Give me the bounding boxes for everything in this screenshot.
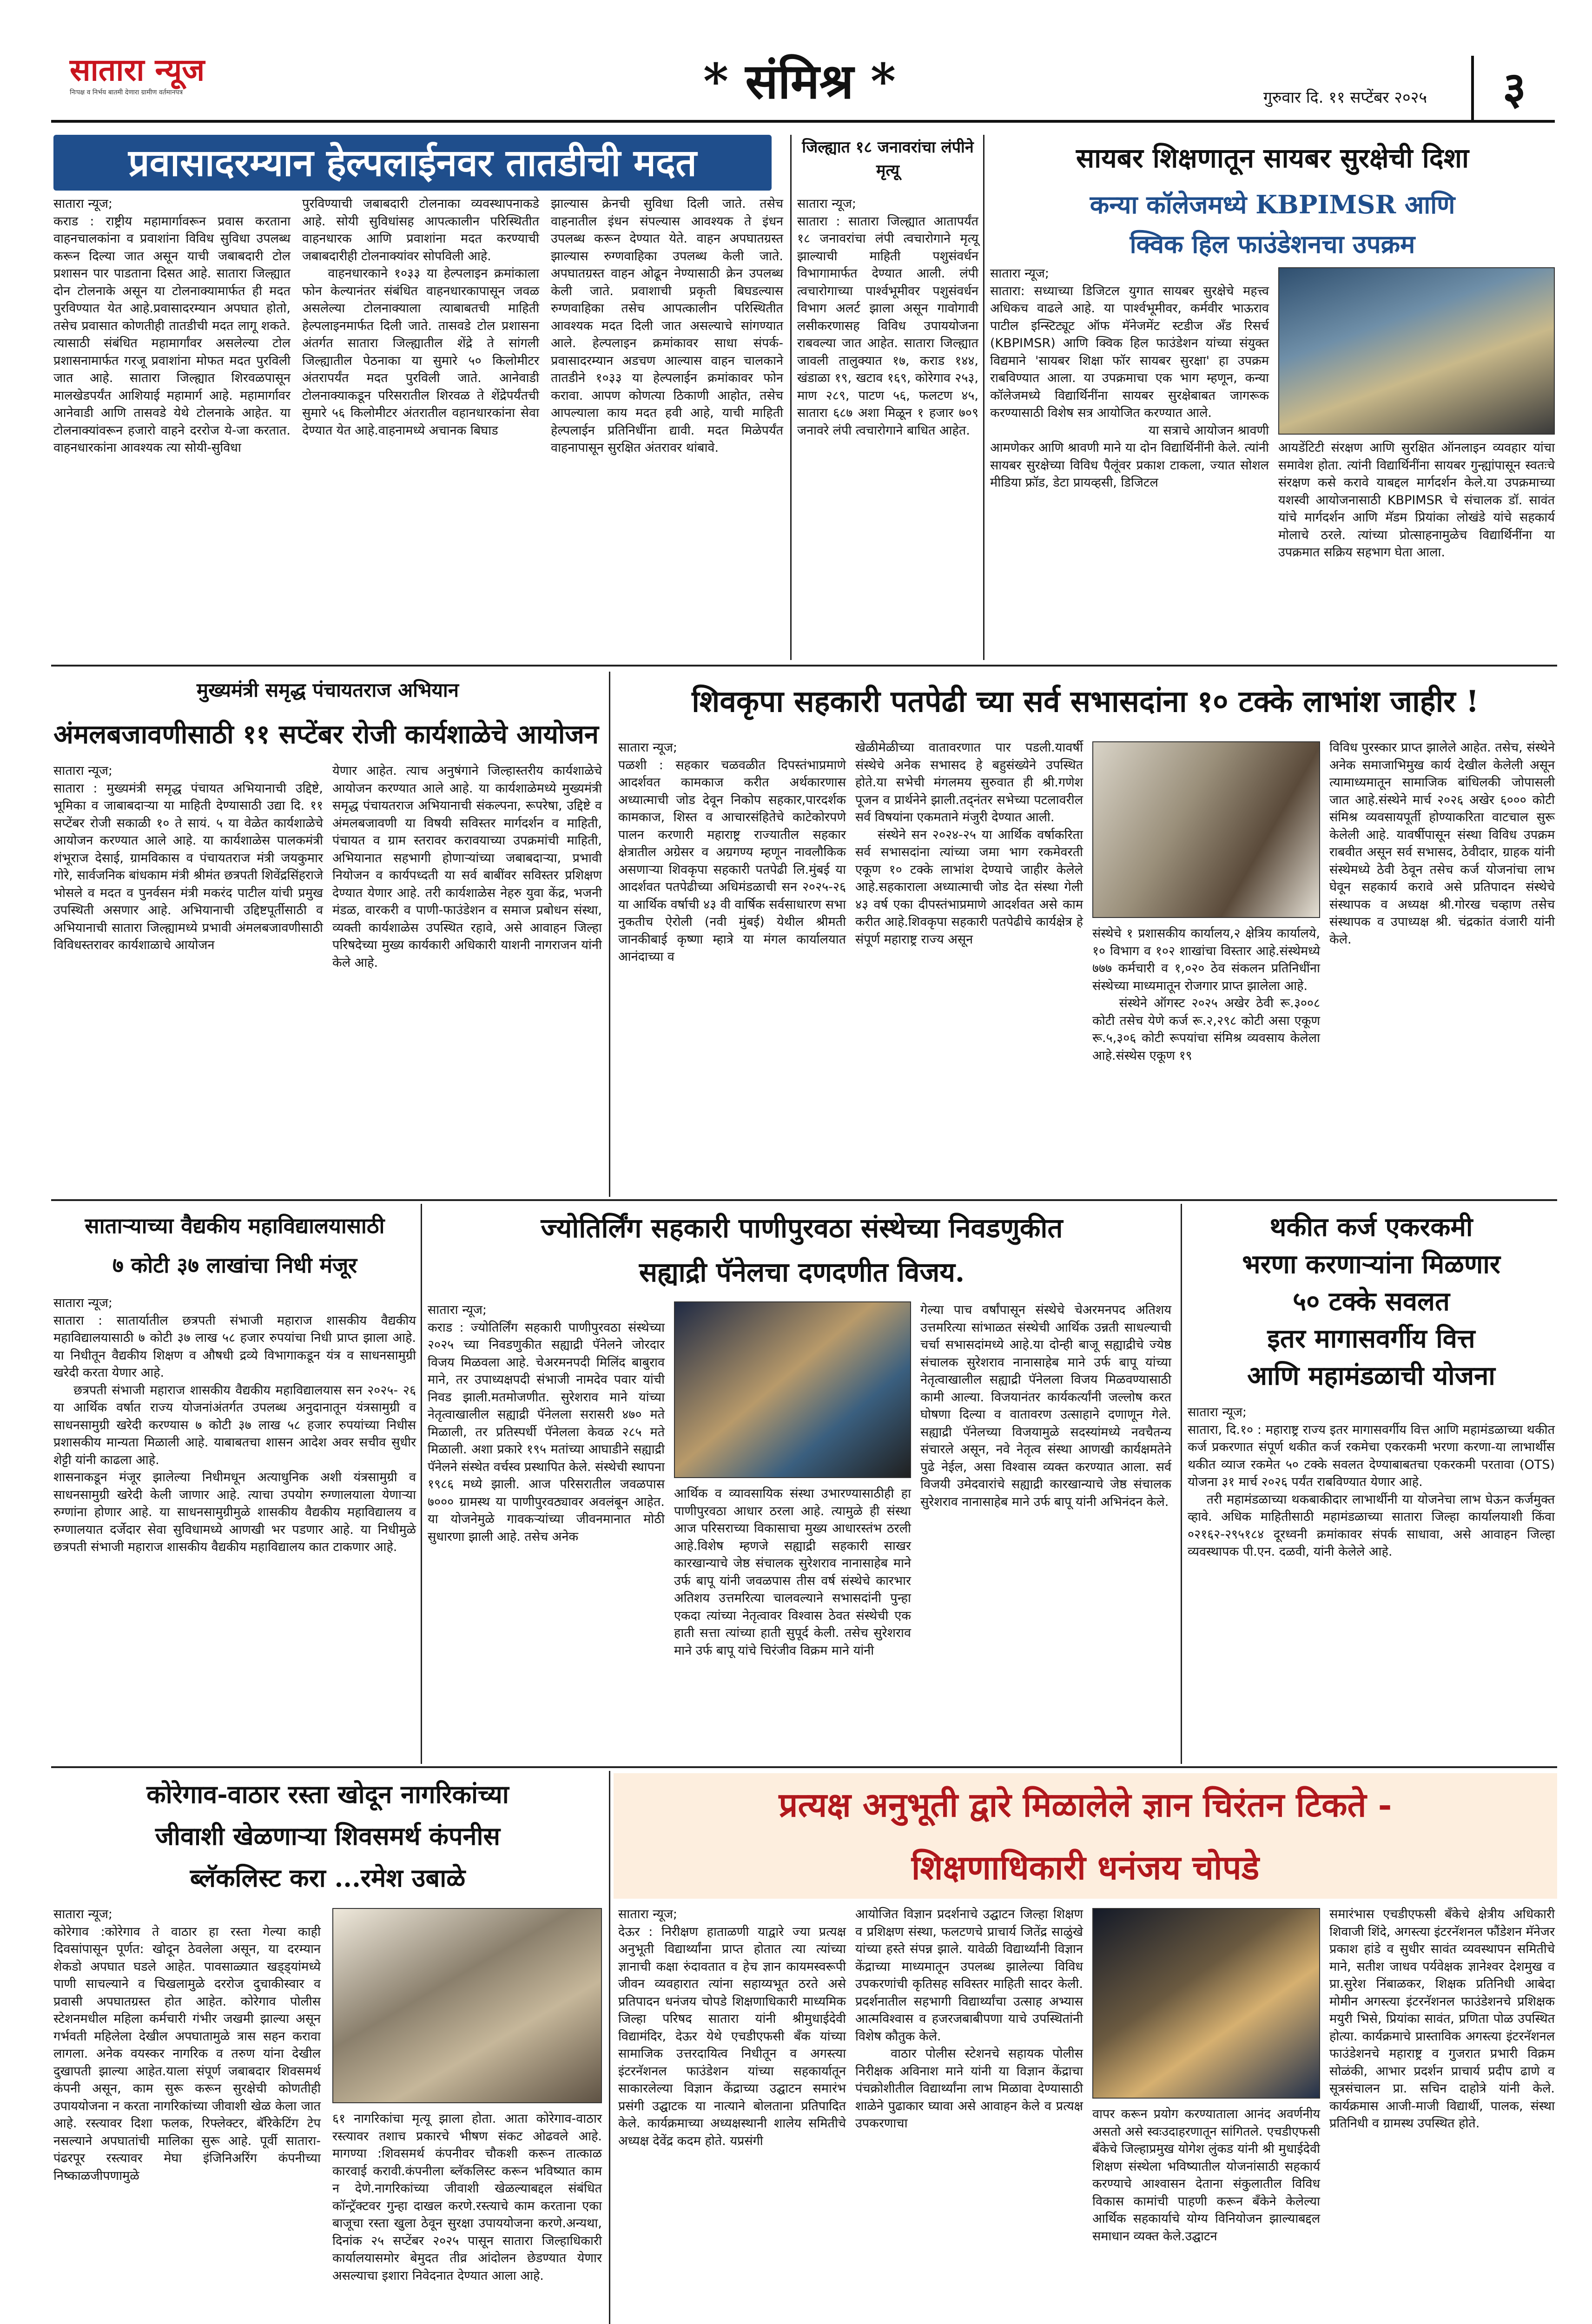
art10-col4: समारंभास एचडीएफसी बँकेचे क्षेत्रीय अधिकारी शिवाजी शिंदे, अगस्त्या इंटरनॅशनल फौंडेशन मॅनेजर प्रकाश हांडे व सुधीर सावंत व्यवस्थापन समितीचे माने, सतीश जाधव पर्यवेक्षक ज्ञानेश्वर देशमुख व प्रा.सुरेश निंबाळकर, शिक्षक प्रतिनिधी आबेदा मोमीन अगस्त्या इंटरनॅशनल फाउंडेशनचे प्रशिक्षक मयुरी भिसे, प्रियांका सावंत, प्रणिता पोळ उपस्थित होत्या. कार्यक्रमाचे प्रास्ताविक अगस्त्या इंटरनॅशनल फाउंडेशनचे महाराष्ट्र व गुजरात प्रभारी विक्रम सोळंकी, आभार प्रदर्शन प्राचार्य प्रदीप ढाणे व सूत्रसंचालन प्रा. सचिन दाहोत्रे यांनी केले. कार्यक्रमास आजी-माजी विद्यार्थी, पालक, संस्था प्रतिनिधी व ग्रामस्थ उपस्थित होते. xyxy=(1329,1907,1559,2131)
column-rule xyxy=(421,1204,422,1764)
art5-photo-meeting xyxy=(1092,741,1320,918)
art5-caption: संस्थेचे १ प्रशासकीय कार्यालय,२ क्षेत्रिय कार्यालये, १० विभाग व १०२ शाखांचा विस्तार आहे.संस्थेमध्ये ७७७ कर्मचारी व १,०२० ठेव संकलन प्रतिनिधींना संस्थेच्या माध्यमातून रोजगार प्राप्त झालेला आहे. संस्थेने ऑगस्ट २०२५ अखेर ठेवी रू.३००८ कोटी तसेच येणे कर्ज रू.२,२९८ कोटी असा एकूण रू.५,३०६ कोटी रूपयांचा संमिश्र व्यवसाय केलेला आहे.संस्थेस एकूण १९ xyxy=(1092,926,1320,1063)
art3-col2: आयडेंटिटी संरक्षण आणि सुरक्षित ऑनलाइन व्यवहार यांचा समावेश होता. त्यांनी विद्यार्थिनींना सायबर गुन्ह्यांपासून स्वतःचे संरक्षण कसे करावे याबद्दल मार्गदर्शन केले.या उपक्रमाच्या यशस्वी आयोजनासाठी KBPIMSR चे संचालक डॉ. सावंत यांचे मार्गदर्शन आणि मॅडम प्रियांका लोखंडे यांचे सहकार्य मोलाचे ठरले. त्यांच्या प्रोत्साहनामुळेच विद्यार्थिनींना या उपक्रमात सक्रिय सहभाग घेता आला. xyxy=(1278,441,1559,560)
art9-headline-3: ब्लॅकलिस्ट करा ...रमेश उबाळे xyxy=(190,1863,466,1893)
section-divider xyxy=(51,1199,1557,1201)
art7-headline-2: सह्याद्री पॅनेलचा दणदणीत विजय. xyxy=(639,1256,965,1288)
art7-headline-1: ज्योतिर्लिंग सहकारी पाणीपुरवठा संस्थेच्या निवडणुकीत xyxy=(541,1212,1063,1244)
art9-col1: सातारा न्यूज; कोरेगाव :कोरेगाव ते वाठार हा रस्ता गेल्या काही दिवसांपासून पूर्णत: खोदून ठेवलेला असून, या दरम्यान शेकडो अपघात घडले आहेत. पावसाळ्यात खड्ड्यांमध्ये पाणी साचल्याने व चिखलामुळे दररोज दुचाकीस्वार व प्रवासी अपघातग्रस्त होत आहेत. कोरेगाव पोलीस स्टेशनमधील महिला कर्मचारी गंभीर जखमी झाल्या असून गर्भवती महिलेला देखील अपघातामुळे त्रास सहन करावा लागला. अनेक वयस्कर नागरिक व तरुण यांना देखील दुखापती झाल्या आहेत.याला संपूर्ण जबाबदार शिवसमर्थ कंपनी असून, काम सुरू करून सुरक्षेची कोणतीही उपाययोजना न करता नागरिकांच्या जीवाशी खेळ केला जात आहे. रस्त्यावर दिशा फलक, रिफ्लेक्टर, बॅरिकेटिंग टेप नसल्याने अपघातांची मालिका सुरू आहे. पूर्वी सातारा-पंढरपूर रस्त्यावर मेघा इंजिनिअरिंग कंपनीच्या निष्काळजीपणामुळे xyxy=(53,1907,321,2183)
column-rule xyxy=(790,135,792,660)
art2-body: सातारा न्यूज; सातारा : सातारा जिल्ह्यात आतापर्यंत १८ जनावरांचा लंपी त्वचारोगाने मृत्यू झाल्याची माहिती पशुसंवर्धन विभागामार्फत देण्यात आली. लंपी त्वचारोगाच्या पार्श्वभूमीवर पशुसंवर्धन विभाग अलर्ट झाला असून गावोगावी लसीकरणासह विविध उपाययोजना राबवल्या जात आहेत. सातारा जिल्ह्यात जावली तालुक्यात १७, कराड १४४, खंडाळा १९, खटाव १६९, कोरेगाव २५३, माण २८९, पाटण ५६, फलटण ४५, सातारा ६८७ अशा मिळून १ हजार ७०९ जनावरे लंपी त्वचारोगाने बाधित आहेत. xyxy=(797,197,978,438)
art3-photo-classroom xyxy=(1278,267,1555,435)
section-divider xyxy=(51,665,1557,667)
art8-headline-3: ५० टक्के सवलत xyxy=(1293,1286,1450,1317)
art6-headline-1: साताऱ्याच्या वैद्यकीय महाविद्यालयासाठी xyxy=(85,1213,385,1238)
art1-col1: सातारा न्यूज; कराड : राष्ट्रीय महामार्गावरून प्रवास करताना वाहनचालकांना व प्रवाशांना विविध सुविधा उपलब्ध करून दिल्या जात असून याची जबाबदारी टोल प्रशासन पार पाडताना दिसत आहे. सातारा जिल्ह्यात दोन टोलनाके असून या टोलनाक्यामार्फत ही मदत पुरविण्यात येत आहे.प्रवासादरम्यान अपघात होतो, तसेच प्रवासात कोणतीही तातडीची मदत लागू शकते. त्यासाठी संबंधित महामार्गांवर असलेल्या टोल प्रशासनामार्फत गरजू प्रवाशांना मोफत मदत पुरविली जात आहे. सातारा जिल्ह्यात शिरवळपासून मालखेडपर्यंत आशियाई महामार्ग आहे. महामार्गावर आनेवाडी आणि तासवडे येथे टोलनाके आहेत. या टोलनाक्यांवरून हजारो वाहने दररोज ये-जा करतात. वाहनधारकांना आवश्यक त्या सोयी-सुविधा xyxy=(53,197,291,455)
art5-col4: विविध पुरस्कार प्राप्त झालेले आहेत. तसेच, संस्थेने अनेक समाजाभिमुख कार्य देखील केलेली असून त्यामाध्यमातून सामाजिक बांधिलकी जोपासली जात आहे.संस्थेने मार्च २०२६ अखेर ६००० कोटी संमिश्र व्यवसायपूर्ती होण्याकरिता वाटचाल सुरू केलेली आहे. यावर्षीपासून संस्था विविध उपक्रम राबवीत असून सर्व सभासद, ठेवीदार, ग्राहक यांनी संस्थेमध्ये ठेवी ठेवून तसेच कर्ज योजनांचा लाभ घेवून सहकार्य करावे असे प्रतिपादन संस्थेचे संस्थापक व अध्यक्ष श्री.गोरख चव्हाण तसेच संस्थापक व उपाध्यक्ष श्री. चंद्रकांत वंजारी यांनी केले. xyxy=(1329,740,1559,947)
newspaper-logo xyxy=(70,51,237,112)
column-rule xyxy=(609,672,610,1197)
page-number: ३ xyxy=(1471,56,1555,121)
art8-headline-5: आणि महामंडळाची योजना xyxy=(1247,1360,1495,1391)
art9-photo-memorandum xyxy=(332,1908,602,2103)
art5-headline: शिवकृपा सहकारी पतपेढी च्या सर्व सभासदांना १० टक्के लाभांश जाहीर ! xyxy=(692,684,1479,719)
art7-col1: सातारा न्यूज; कराड : ज्योतिर्लिंग सहकारी पाणीपुरवठा संस्थेच्या २०२५ च्या निवडणुकीत सह्याद्री पॅनेलने जोरदार विजय मिळवला आहे. चेअरमनपदी मिलिंद बाबुराव माने, तर उपाध्यक्षपदी संभाजी नामदेव पवार यांची निवड झाली.मतमोजणीत. सुरेशराव माने यांच्या नेतृत्वाखालील सह्याद्री पॅनेलला सरासरी ४७० मते मिळाली, तर प्रतिस्पर्धी पॅनेलला केवळ २८५ मते मिळाली. अशा प्रकारे १९५ मतांच्या आघाडीने सह्याद्री पॅनेलने संस्थेत वर्चस्व प्रस्थापित केले. संस्थेची स्थापना १९८६ मध्ये झाली. आज परिसरातील जवळपास ७००० ग्रामस्थ या पाणीपुरवठ्यावर अवलंबून आहेत. या योजनेमुळे गावकऱ्यांच्या जीवनमानात मोठी सुधारणा झाली आहे. तसेच अनेक xyxy=(428,1303,665,1544)
section-divider xyxy=(51,1766,1557,1768)
art9-col2: ६१ नागरिकांचा मृत्यू झाला होता. आता कोरेगाव-वाठार रस्त्यावर तशाच प्रकारचे भीषण संकट ओढवले आहे. मागण्या :शिवसमर्थ कंपनीवर चौकशी करून तात्काळ कारवाई करावी.कंपनीला ब्लॅकलिस्ट करून भविष्यात काम न देणे.नागरिकांच्या जीवाशी खेळल्याबद्दल संबंधित कॉन्ट्रॅक्टवर गुन्हा दाखल करणे.रस्त्याचे काम करताना एका बाजूचा रस्ता खुला ठेवून सुरक्षा उपाययोजना करणे.अन्यथा, दिनांक २५ सप्टेंबर २०२५ पासून सातारा जिल्हाधिकारी कार्यालयासमोर बेमुदत तीव्र आंदोलन छेडण्यात येणार असल्याचा इशारा निवेदनात देण्यात आला आहे. xyxy=(332,2112,606,2283)
art3-subheadline-2: क्विक हिल फाउंडेशनचा उपक्रम xyxy=(1130,229,1415,259)
art10-caption: वापर करून प्रयोग करण्याताला आनंद अवर्णनीय असतो असे स्वःउदाहरणातून सांगितले. एचडीएफसी बँकेचे जिल्हाप्रमुख योगेश लुंकड यांनी श्री मुधाईदेवी शिक्षण संस्थेला भविष्यातील योजनांसाठी सहकार्य करण्याचे आश्वासन देताना संकुलातील विविध विकास कामांची पाहणी करून बँकेने केलेल्या आर्थिक सहकार्याचे योग्य विनियोजन झाल्याबद्दल समाधान व्यक्त केले.उद्घाटन xyxy=(1092,2107,1324,2244)
dateline: गुरुवार दि. ११ सप्टेंबर २०२५ xyxy=(1263,88,1427,107)
art8-headline-1: थकीत कर्ज एकरकमी xyxy=(1269,1212,1473,1242)
art9-headline-2: जीवाशी खेळणाऱ्या शिवसमर्थ कंपनीस xyxy=(155,1821,501,1851)
art10-col2: आयोजित विज्ञान प्रदर्शनाचे उद्घाटन जिल्हा शिक्षण व प्रशिक्षण संस्था, फलटणचे प्राचार्य जितेंद्र साळुंखे यांच्या हस्ते संपन्न झाले. यावेळी विद्यार्थ्यांनी विज्ञान केंद्राच्या माध्यमातून उपलब्ध झालेल्या विविध उपकरणांची कृतिसह सविस्तर माहिती सादर केली. प्रदर्शनातील सहभागी विद्यार्थ्यांचा उत्साह अभ्यास आत्मविश्वास व हजरजबाबीपणा याचे उपस्थितांनी विशेष कौतुक केले. वाठार पोलीस स्टेशनचे सहायक पोलीस निरीक्षक अविनाश माने यांनी या विज्ञान केंद्राचा पंचक्रोशीतील विद्यार्थ्यांना लाभ मिळावा देण्यासाठी शाळेने पुढाकार घ्यावा असे आवाहन केले व प्रत्यक्ष उपकरणाचा xyxy=(855,1907,1083,2131)
section-title: * संमिश्र * xyxy=(703,53,896,110)
art4-col2: येणार आहेत. त्याच अनुषंगाने जिल्हास्तरीय कार्यशाळेचे आयोजन करण्यात आले आहे. या कार्यशाळेमध्ये मुख्यमंत्री समृद्ध पंचायतराज अभियानाची संकल्पना, रूपरेषा, उद्दिष्टे व अंमलबजावणी या विषयी सविस्तर मार्गदर्शन व माहिती, पंचायत व ग्राम स्तरावर करावयाच्या उपक्रमांची माहिती, अभियानात सहभागी होणाऱ्यांच्या जबाबदाऱ्या, प्रभावी नियोजन व कार्यपध्दती या सर्व बाबींवर सविस्तर प्रशिक्षण देण्यात येणार आहे. तरी कार्यशाळेस नेहरु युवा केंद्र, भजनी मंडळ, वारकरी व पाणी-फाउंडेशन व समाज प्रबोधन संस्था, व्यक्ती कार्यशाळेस उपस्थित रहावे, असे आवाहन जिल्हा परिषदेच्या मुख्य कार्यकारी अधिकारी याशनी नागराजन यांनी केले आहे. xyxy=(332,764,606,970)
art4-col1: सातारा न्यूज; सातारा : मुख्यमंत्री समृद्ध पंचायत अभियानाची उद्दिष्टे, भूमिका व जाबाबदाऱ्या या माहिती देण्यासाठी उद्या दि. ११ सप्टेंबर रोजी सकाळी १० ते सायं. ५ या वेळेत कार्यशाळेचे आयोजन करण्यात आले आहे. या कार्यशाळेस पालकमंत्री शंभूराज देसाई, ग्रामविकास व पंचायतराज मंत्री जयकुमार गोरे, सार्वजनिक बांधकाम मंत्री श्रीमंत छत्रपती शिवेंद्रसिंहराजे भोसले व मदत व पुनर्वसन मंत्री मकरंद पाटील यांची प्रमुख उपस्थिती असणार आहे. अभियानाची उद्दिष्टपूर्तीसाठी व अभियानाची सातारा जिल्ह्यामध्ये प्रभावी अंमलबजावणीसाठी विविधस्तरावर कार्यशाळाचे आयोजन xyxy=(53,764,323,952)
art5-col2: खेळीमेळीच्या वातावरणात पार पडली.यावर्षी संस्थेचे अनेक सभासद हे बहुसंख्येने उपस्थित होते.या सभेची मंगलमय सुरुवात ही श्री.गणेश पूजन व प्रार्थनेने झाली.तद्नंतर सभेच्या पटलावरील सर्व विषयांना एकमताने मंजुरी देण्यात आली. संस्थेने सन २०२४-२५ या आर्थिक वर्षाकरिता सर्व सभासदांना त्यांच्या जमा भाग रकमेवरती एकूण १० टक्के लाभांश देण्याचे जाहीर केलेले आहे.सहकाराला अध्यात्माची जोड देत संस्था गेली ४३ वर्ष एका दीपस्तंभाप्रमाणे आदर्शवत असे काम करीत आहे.शिवकृपा सहकारी पतपेढीचे कार्यक्षेत्र हे संपूर्ण महाराष्ट्र राज्य असून xyxy=(855,740,1083,947)
art1-col2: पुरविण्याची जबाबदारी टोलनाका व्यवस्थापनाकडे आहे. सोयी सुविधांसह आपत्कालीन परिस्थितीत वाहनधारक आणि प्रवाशांना मदत करण्याची जबाबदारीही टोलनाक्यांवर सोपविली आहे. वाहनधारकाने १०३३ या हेल्पलाइन क्रमांकाला फोन केल्यानंतर संबंधित वाहनधारकापासून जवळ असलेल्या टोलनाक्याला त्याबाबतची माहिती हेल्पलाइनमार्फत दिली जाते. तासवडे टोल प्रशासना अंतर्गत सातारा जिल्ह्यातील शेंद्रे ते सांगली जिल्ह्यातील पेठनाका या सुमारे ५० किलोमीटर अंतरापर्यंत मदत पुरविली जाते. आनेवाडी टोलनाक्याकडून परिसरातील शिरवळ ते शेंद्रेपर्यंतची सुमारे ५६ किलोमीटर अंतरातील वहानधारकांना सेवा देण्यात येत आहे.वाहनामध्ये अचानक बिघाड xyxy=(302,197,539,438)
art8-headline-4: इतर मागासवर्गीय वित्त xyxy=(1267,1323,1475,1354)
masthead-divider xyxy=(51,120,1555,123)
art10-headline-2: शिक्षणाधिकारी धनंजय चोपडे xyxy=(911,1848,1260,1887)
art6-body: सातारा न्यूज; सातारा : सातार्यातील छत्रपती संभाजी महाराज शासकीय वैद्यकीय महाविद्यालयासाठी ७ कोटी ३७ लाख ५८ हजार रुपयांचा निधी प्राप्त झाला आहे. या निधीतून वैद्यकीय शिक्षण व औषधी द्रव्ये विभागाकडून यंत्र व साधनसामुग्री खरेदी करता येणार आहे. छत्रपती संभाजी महाराज शासकीय वैद्यकीय महाविद्यालयास सन २०२५- २६ या आर्थिक वर्षात राज्य योजनांअंतर्गत उपलब्ध अनुदानातून यंत्रसामुग्री व साधनसामुग्री खरेदी करण्यास ७ कोटी ३७ लाख ५८ हजार रुपयांच्या निधीस प्रशासकीय मान्यता मिळाली आहे. याबाबतचा शासन आदेश अवर सचीव सुधीर शेट्टी यांनी काढला आहे. शासनाकडून मंजूर झालेल्या निधीमधून अत्याधुनिक अशी यंत्रसामुग्री व साधनसामुग्री खरेदी केली जाणार आहे. त्याचा उपयोग रुग्णालयाला येणाऱ्या रुग्णांना होणार आहे. या साधनसामुग्रीमुळे शासकीय वैद्यकीय महाविद्यालय व रुग्णालयात दर्जेदार सेवा सुविधामध्ये आणखी भर पडणार आहे. या निधीमुळे छत्रपती संभाजी महाराज शासकीय वैद्यकीय महाविद्यालय कात टाकणार आहे. xyxy=(53,1296,416,1554)
art8-body: सातारा न्यूज; सातारा, दि.१० : महाराष्ट्र राज्य इतर मागासवर्गीय वित्त आणि महामंडळाच्या थकीत कर्ज प्रकरणात संपूर्ण थकीत कर्ज रकमेचा एकरकमी भरणा करणा-या लाभार्थीस थकीत व्याज रकमेत ५० टक्के सवलत देण्याबाबतचा एकरकमी परतावा (OTS) योजना ३१ मार्च २०२६ पर्यंत राबविण्यात येणार आहे. तरी महामंडळाच्या थकबाकीदार लाभार्थीनी या योजनेचा लाभ घेऊन कर्जमुक्त व्हावे. अधिक माहितीसाठी महामंडळाच्या सातारा जिल्हा कार्यालयाशी किंवा ०२१६२-२९५१८४ दूरध्वनी क्रमांकावर संपर्क साधावा, असे आवाहन जिल्हा व्यवस्थापक पी.एन. दळवी, यांनी केलेले आहे. xyxy=(1188,1405,1555,1559)
art7-col2: आर्थिक व व्यावसायिक संस्था उभारण्यासाठीही हा पाणीपुरवठा आधार ठरला आहे. त्यामुळे ही संस्था आज परिसराच्या विकासाचा मुख्य आधारस्तंभ ठरली आहे.विशेष म्हणजे सह्याद्री सहकारी साखर कारखान्याचे जेष्ठ संचालक सुरेशराव नानासाहेब माने उर्फ बापू यांनी जवळपास तीस वर्ष संस्थेचे कारभार अतिशय उत्तमरित्या चालवल्याने सभासदांनी पुन्हा एकदा त्यांच्या नेतृत्वावर विश्वास ठेवत संस्थेची एक हाती सत्ता त्यांच्या हाती सुपूर्द केली. तसेच सुरेशराव माने उर्फ बापू यांचे चिरंजीव विक्रम माने यांनी xyxy=(674,1486,915,1658)
art1-col3: झाल्यास क्रेनची सुविधा दिली जाते. तसेच वाहनातील इंधन संपल्यास आवश्यक ते इंधन उपलब्ध करून देण्यात येते. वाहन अपघातग्रस्त झाल्यास रुग्णवाहिका उपलब्ध केली जाते. अपघातग्रस्त वाहन ओढून नेण्यासाठी क्रेन उपलब्ध केली जाते. प्रवाशाची प्रकृती बिघडल्यास रुग्णवाहिका तसेच आपत्कालीन परिस्थितीत आवश्यक मदत दिली जात असल्याचे सांगण्यात आले. हेल्पलाइन क्रमांकावर साधा संपर्क-प्रवासादरम्यान अडचण आल्यास वाहन चालकाने तातडीने १०३३ या हेल्पलाईन क्रमांकावर फोन करावा. आपण कोणत्या ठिकाणी आहोत, तसेच आपल्याला काय मदत हवी आहे, याची माहिती हेल्पलाईन प्रतिनिधींना द्यावी. मदत मिळेपर्यंत वाहनापासून सुरक्षित अंतरावर थांबावे. xyxy=(551,197,787,455)
art3-subheadline-1: कन्या कॉलेजमध्ये KBPIMSR आणि xyxy=(1090,190,1455,219)
column-rule xyxy=(609,1771,610,2324)
art10-col1: सातारा न्यूज; देऊर : निरीक्षण हाताळणी याद्वारे ज्या प्रत्यक्ष अनुभूती विद्यार्थ्यांना प्राप्त होतात त्या त्यांच्या ज्ञानाची कक्षा रुंदावतात व हेच ज्ञान कायमस्वरूपी जीवन व्यवहारात त्यांना सहाय्यभूत ठरते असे प्रतिपादन धनंजय चोपडे शिक्षणाधिकारी माध्यमिक जिल्हा परिषद सातारा यांनी श्रीमुधाईदेवी विद्यामंदिर, देऊर येथे एचडीएफसी बँक यांच्या सामाजिक उत्तरदायित्व निधीतून व अगस्त्या इंटरनॅशनल फाउंडेशन यांच्या सहकार्यातून साकारलेल्या विज्ञान केंद्राच्या उद्घाटन समारंभ प्रसंगी उद्घाटक या नात्याने बोलताना प्रतिपादित केले. कार्यक्रमाच्या अध्यक्षस्थानी शालेय समितीचे अध्यक्ष देवेंद्र कदम होते. यप्रसंगी xyxy=(618,1907,846,2148)
art10-photo-science xyxy=(1092,1908,1320,2099)
art10-headline-1: प्रत्यक्ष अनुभूती द्वारे मिळालेले ज्ञान चिरंतन टिकते - xyxy=(779,1785,1392,1824)
art2-headline: जिल्ह्यात १८ जनावरांचा लंपीने मृत्यू xyxy=(802,138,974,180)
art3-headline: सायबर शिक्षणातून सायबर सुरक्षेची दिशा xyxy=(1076,142,1469,174)
art8-headline-2: भरणा करणाऱ्यांना मिळणार xyxy=(1242,1249,1500,1280)
logo-text: सातारा न्यूज xyxy=(70,52,205,88)
art7-photo-winners xyxy=(674,1301,911,1478)
art4-headline: अंमलबजावणीसाठी ११ सप्टेंबर रोजी कार्यशाळेचे आयोजन xyxy=(53,719,599,750)
art1-headline: प्रवासादरम्यान हेल्पलाईनवर तातडीची मदत xyxy=(53,135,772,191)
logo-tagline: निःपक्ष व निर्भय बातमी देणारा ग्रामीण वर्तमानपत्र xyxy=(70,89,183,96)
art6-headline-2: ७ कोटी ३७ लाखांचा निधी मंजूर xyxy=(112,1253,357,1278)
column-rule xyxy=(1181,1204,1182,1764)
art5-col1: सातारा न्यूज; पळशी : सहकार चळवळीत दिपस्तंभाप्रमाणे आदर्शवत कामकाज करीत अर्थकारणास अध्यात्माची जोड देवून निकोप सहकार,पारदर्शक कामकाज, शिस्त व आचारसंहितेचे काटेकोरपणे पालन करणारी महाराष्ट्र राज्यातील सहकार क्षेत्रातील अग्रेसर व अग्रगण्य म्हणून नावलौकिक असणाऱ्या शिवकृपा सहकारी पतपेढी लि.मुंबई या आदर्शवत पतपेढीच्या अधिमंडळाची सन २०२५-२६ या आर्थिक वर्षाची ४३ वी वार्षिक सर्वसाधारण सभा नुकतीच ऐरोली (नवी मुंबई) येथील श्रीमती जानकीबाई कृष्णा म्हात्रे या मंगल कार्यालयात आनंदाच्या व xyxy=(618,740,846,964)
art10-headline-box xyxy=(614,1773,1557,1899)
art3-body: सातारा न्यूज; सातारा: सध्याच्या डिजिटल युगात सायबर सुरक्षेचे महत्त्व अधिकच वाढले आहे. या पार्श्वभूमीवर, कर्मवीर भाऊराव पाटील इन्स्टिट्यूट ऑफ मॅनेजमेंट स्टडीज अँड रिसर्च (KBPIMSR) आणि क्विक हिल फाउंडेशन यांच्या संयुक्त विद्यमाने 'सायबर शिक्षा फॉर सायबर सुरक्षा' हा उपक्रम राबविण्यात आला. या उपक्रमाचा एक भाग म्हणून, कन्या कॉलेजमध्ये विद्यार्थिनींना सायबर सुरक्षेबाबत जागरूक करण्यासाठी विशेष सत्र आयोजित करण्यात आले. या सत्राचे आयोजन श्रावणी आमणेकर आणि श्रावणी माने या दोन विद्यार्थिनींनी केले. त्यांनी सायबर सुरक्षेच्या विविध पैलूंवर प्रकाश टाकला, ज्यात सोशल मीडिया फ्रॉड, डेटा प्रायव्हसी, डिजिटल xyxy=(990,266,1269,490)
art7-col3: गेल्या पाच वर्षांपासून संस्थेचे चेअरमनपद अतिशय उत्तमरित्या सांभाळत संस्थेची आर्थिक उन्नती साधल्याची चर्चा सभासदांमध्ये आहे.या दोन्ही बाजू सह्याद्रीचे ज्येष्ठ संचालक सुरेशराव नानासाहेब माने उर्फ बापू यांच्या नेतृत्वाखालील सह्याद्री पॅनेलला विजय मिळवण्यासाठी कामी आल्या. विजयानंतर कार्यकर्त्यांनी जल्लोष करत घोषणा दिल्या व वातावरण उत्साहाने दणाणून गेले. सह्याद्री पॅनेलच्या विजयामुळे सदस्यांमध्ये नवचैतन्य संचारले असून, नवे नेतृत्व संस्था आणखी कार्यक्षमतेने पुढे नेईल, असा विश्वास व्यक्त करण्यात आला. सर्व विजयी उमेदवारांचे सह्याद्री कारखान्याचे जेष्ठ संचालक सुरेशराव नानासाहेब माने उर्फ बापू यांनी अभिनंदन केले. xyxy=(920,1303,1176,1509)
art4-kicker: मुख्यमंत्री समृद्ध पंचायतराज अभियान xyxy=(196,679,459,701)
art9-headline-1: कोरेगाव-वाठार रस्ता खोदून नागरिकांच्या xyxy=(146,1779,509,1809)
column-rule xyxy=(983,135,984,660)
